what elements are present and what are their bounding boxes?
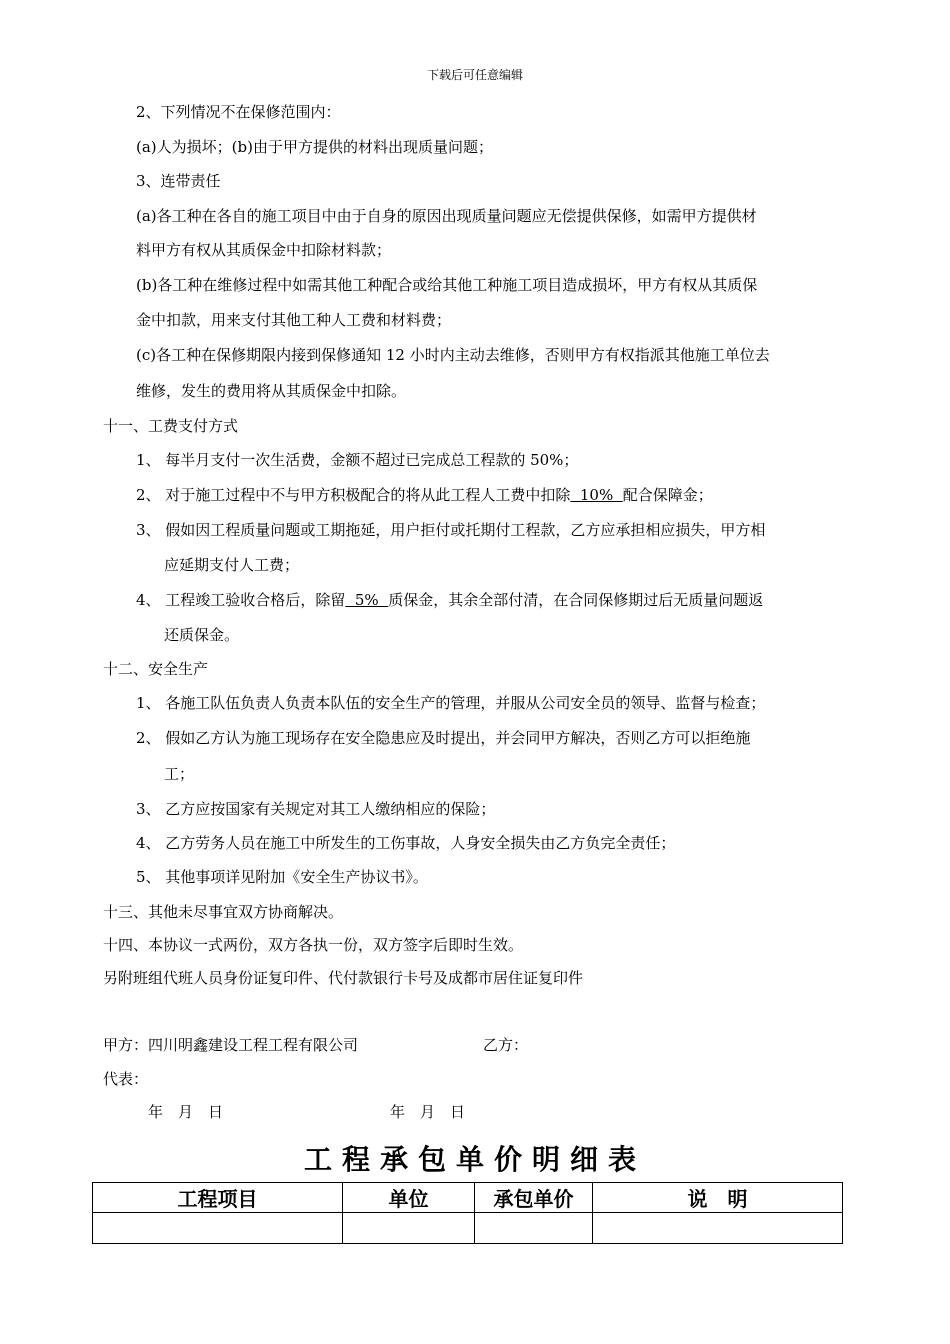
header-unit: 单位 — [343, 1183, 475, 1213]
section-11-item-3-line1: 3、 假如因工程质量问题或工期拖延，用户拒付或托期付工程款，乙方应承担相应损失，甲方相 — [136, 521, 766, 539]
header-project: 工程项目 — [93, 1183, 343, 1213]
attachment-note: 另附班组代班人员身份证复印件、代付款银行卡号及成都市居住证复印件 — [103, 969, 584, 987]
party-b: 乙方： — [483, 1036, 529, 1054]
table-row — [93, 1213, 843, 1244]
section-11-item-2 — [136, 485, 713, 505]
price-table-header-row — [93, 1183, 843, 1213]
clause-3c-line1: (c)各工种在保修期限内接到保修通知 12 小时内主动去维修，否则甲方有权指派其他施工单位去 — [136, 346, 770, 364]
section-13: 十三、其他未尽事宜双方协商解决。 — [103, 903, 344, 921]
section-12-item-1: 1、 各施工队伍负责人负责本队伍的安全生产的管理，并服从公司安全员的领导、监督与检查； — [136, 694, 766, 712]
section-11-item-3-line2: 应延期支付人工费； — [164, 556, 300, 574]
clause-2-items: (a)人为损坏；(b)由于甲方提供的材料出现质量问题； — [136, 138, 493, 156]
table-cell — [93, 1213, 343, 1244]
header-unit-price: 承包单价 — [475, 1183, 593, 1213]
section-12-item-5: 5、 其他事项详见附加《安全生产协议书》。 — [136, 868, 428, 886]
price-table — [92, 1182, 843, 1244]
section-12-item-2-line1: 2、 假如乙方认为施工现场存在安全隐患应及时提出，并会同甲方解决，否则乙方可以拒绝施 — [136, 729, 751, 747]
clause-3c-line2: 维修，发生的费用将从其质保金中扣除。 — [136, 382, 407, 400]
section-11-item-1: 1、 每半月支付一次生活费，金额不超过已完成总工程款的 50%； — [136, 451, 579, 469]
table-cell — [343, 1213, 475, 1244]
deduction-rate-blank: 10% — [570, 486, 623, 504]
clause-3b-line1: (b)各工种在维修过程中如需其他工种配合或给其他工种施工项目造成损坏，甲方有权从其质保 — [136, 276, 758, 294]
clause-2: 2、下列情况不在保修范围内： — [136, 103, 341, 121]
section-11-item-4-line2: 还质保金。 — [164, 626, 240, 644]
date-party-b: 年 月 日 — [390, 1103, 466, 1121]
section-12-item-2-line2: 工； — [164, 765, 195, 783]
clause-3a-line2: 料甲方有权从其质保金中扣除材料款； — [136, 241, 392, 259]
date-party-a: 年 月 日 — [148, 1103, 224, 1121]
section-11-item-4-tail: 质保金，其余全部付清，在合同保修期过后无质量问题返 — [388, 591, 764, 609]
representative: 代表： — [103, 1070, 149, 1088]
section-11-item-2-text: 2、 对于施工过程中不与甲方积极配合的将从此工程人工费中扣除 — [136, 486, 571, 504]
section-11-heading: 十一、工费支付方式 — [103, 417, 239, 435]
party-a: 甲方：四川明鑫建设工程工程有限公司 — [103, 1036, 359, 1054]
section-11-item-2-tail: 配合保障金； — [622, 486, 713, 504]
page-header: 下载后可任意编辑 — [426, 68, 523, 82]
table-cell — [593, 1213, 843, 1244]
clause-3: 3、连带责任 — [136, 172, 221, 190]
section-12-item-4: 4、 乙方劳务人员在施工中所发生的工伤事故，人身安全损失由乙方负完全责任； — [136, 834, 676, 852]
table-cell — [475, 1213, 593, 1244]
price-table-title: 工程承包单价明细表 — [303, 1143, 646, 1176]
section-12-heading: 十二、安全生产 — [103, 660, 209, 678]
clause-3a-line1: (a)各工种在各自的施工项目中由于自身的原因出现质量问题应无偿提供保修，如需甲方提供材 — [136, 207, 757, 225]
header-notes: 说 明 — [593, 1183, 843, 1213]
section-11-item-4-line1 — [136, 590, 763, 610]
section-14: 十四、本协议一式两份，双方各执一份，双方签字后即时生效。 — [103, 936, 524, 954]
section-11-item-4-text: 4、 工程竣工验收合格后，除留 — [136, 591, 346, 609]
section-12-item-3: 3、 乙方应按国家有关规定对其工人缴纳相应的保险； — [136, 800, 496, 818]
retention-rate-blank: 5% — [345, 591, 389, 609]
clause-3b-line2: 金中扣款，用来支付其他工种人工费和材料费； — [136, 311, 452, 329]
